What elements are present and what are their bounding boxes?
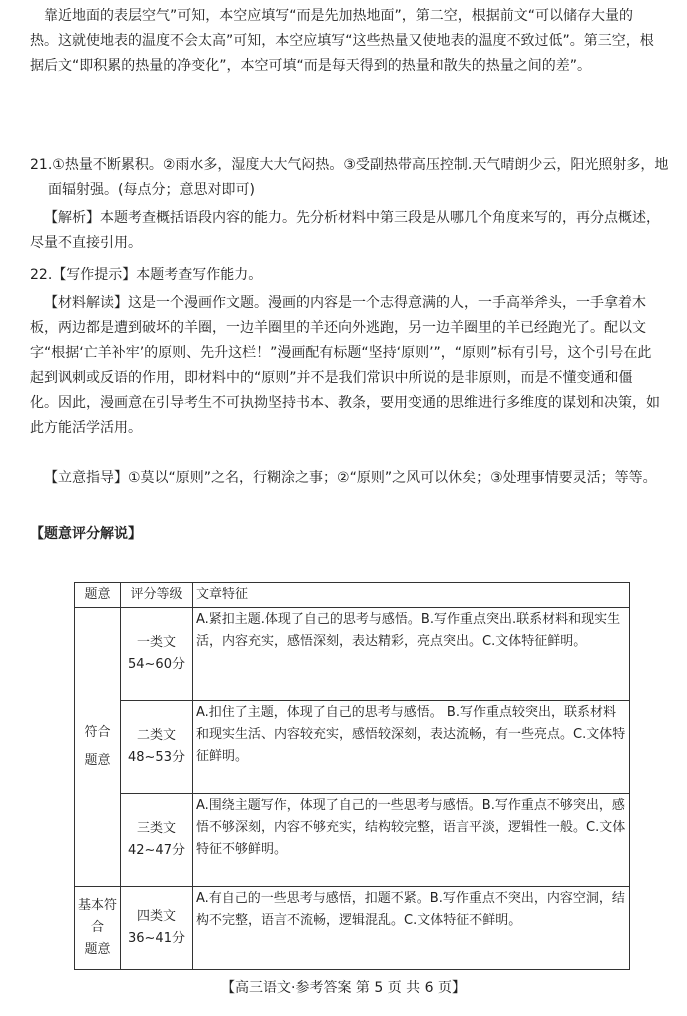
grade-name: 二类文 — [136, 728, 176, 743]
group-label-line: 基本符 — [78, 898, 118, 913]
grade-cell — [121, 608, 193, 701]
grade-cell — [121, 887, 193, 970]
answer-paragraph-20: 靠近地面的表层空气”可知，本空应填写“而是先加热地面”，第二空，根据前文“可以储存大量的热。这就使地表的温度不会太高”可知，本空应填写“这些热量又使地表的温度不致过低”。第三空，根据后文“即积累的热量的净变化”，本空可填“而是每天得到的热量和散失的热量之间的差”。 — [30, 8, 654, 74]
grade-name: 一类文 — [136, 635, 176, 650]
grade-name: 四类文 — [136, 909, 176, 924]
grade-cell — [121, 794, 193, 887]
grade-range: 48~53分 — [128, 750, 185, 765]
theme-guide: 【立意指导】①莫以“原则”之名，行糊涂之事；②“原则”之风可以休矣；③处理事情要灵活；等等。 — [44, 470, 657, 486]
table-row — [75, 887, 630, 970]
header-cell: 评分等级 — [121, 583, 193, 608]
grade-range: 42~47分 — [128, 843, 185, 858]
group-cell — [75, 887, 121, 970]
answer-22-heading: 22.【写作提示】本题考查写作能力。 — [30, 267, 263, 283]
grade-name: 三类文 — [136, 821, 176, 836]
feature-cell: A.有自己的一些思考与感悟，扣题不紧。B.写作重点不突出，内容空洞，结构不完整，语言不流畅，逻辑混乱。C.文体特征不鲜明。 — [193, 887, 630, 970]
feature-cell: A.围绕主题写作，体现了自己的一些思考与感悟。B.写作重点不够突出，感悟不够深刻，内容不够充实，结构较完整，语言平淡，逻辑性一般。C.文体特征不够鲜明。 — [193, 794, 630, 887]
rubric-heading: 【题意评分解说】 — [30, 526, 142, 542]
scoring-table — [74, 582, 630, 970]
grade-range: 54~60分 — [128, 657, 185, 672]
table-row — [75, 701, 630, 794]
material-interpretation: 【材料解读】这是一个漫画作文题。漫画的内容是一个志得意满的人，一手高举斧头，一手拿着木板，两边都是遭到破坏的羊圈，一边羊圈里的羊还向外逃跑，另一边羊圈里的羊已经跑光了。配以文字“根据‘亡羊补牢’的原则、先升这栏！”漫画配有标题“坚持‘原则’”，“原则”标有引号，这个引号在此起到讽刺或反语的作用，即材料中的“原则”并不是我们常识中所说的是非原则，而是不懂变通和僵化。因此，漫画意在引导考生不可执拗坚持书本、教条，要用变通的思维进行多维度的谋划和决策，如此方能活学活用。 — [30, 295, 660, 436]
group-label-line: 合 — [90, 920, 104, 935]
feature-cell: A.扣住了主题，体现了自己的思考与感悟。 B.写作重点较突出，联系材料和现实生活、内容较充实，感悟较深刻，表达流畅，有一些亮点。C.文体特征鲜明。 — [193, 701, 630, 794]
page-footer: 【高三语文·参考答案 第 5 页 共 6 页】 — [221, 980, 466, 996]
table-row — [75, 794, 630, 887]
analysis-21: 【解析】本题考查概括语段内容的能力。先分析材料中第三段是从哪几个角度来写的，再分点概述，尽量不直接引用。 — [30, 210, 660, 251]
header-cell: 文章特征 — [193, 583, 630, 608]
answer-21: 21.①热量不断累积。②雨水多，湿度大大气闷热。③受副热带高压控制.天气晴朗少云，阳光照射多，地面辐射强。(每点分；意思对即可) — [30, 157, 669, 198]
group-label: 符合题意 — [84, 725, 111, 768]
grade-cell — [121, 701, 193, 794]
header-cell: 题意 — [75, 583, 121, 608]
grade-range: 36~41分 — [128, 931, 185, 946]
group-cell — [75, 608, 121, 887]
table-row — [75, 608, 630, 701]
group-label-line: 题意 — [84, 942, 111, 957]
table-header-row — [75, 583, 630, 608]
feature-cell: A.紧扣主题.体现了自己的思考与感悟。B.写作重点突出.联系材料和现实生活，内容充实，感悟深刻，表达精彩，亮点突出。C.文体特征鲜明。 — [193, 608, 630, 701]
